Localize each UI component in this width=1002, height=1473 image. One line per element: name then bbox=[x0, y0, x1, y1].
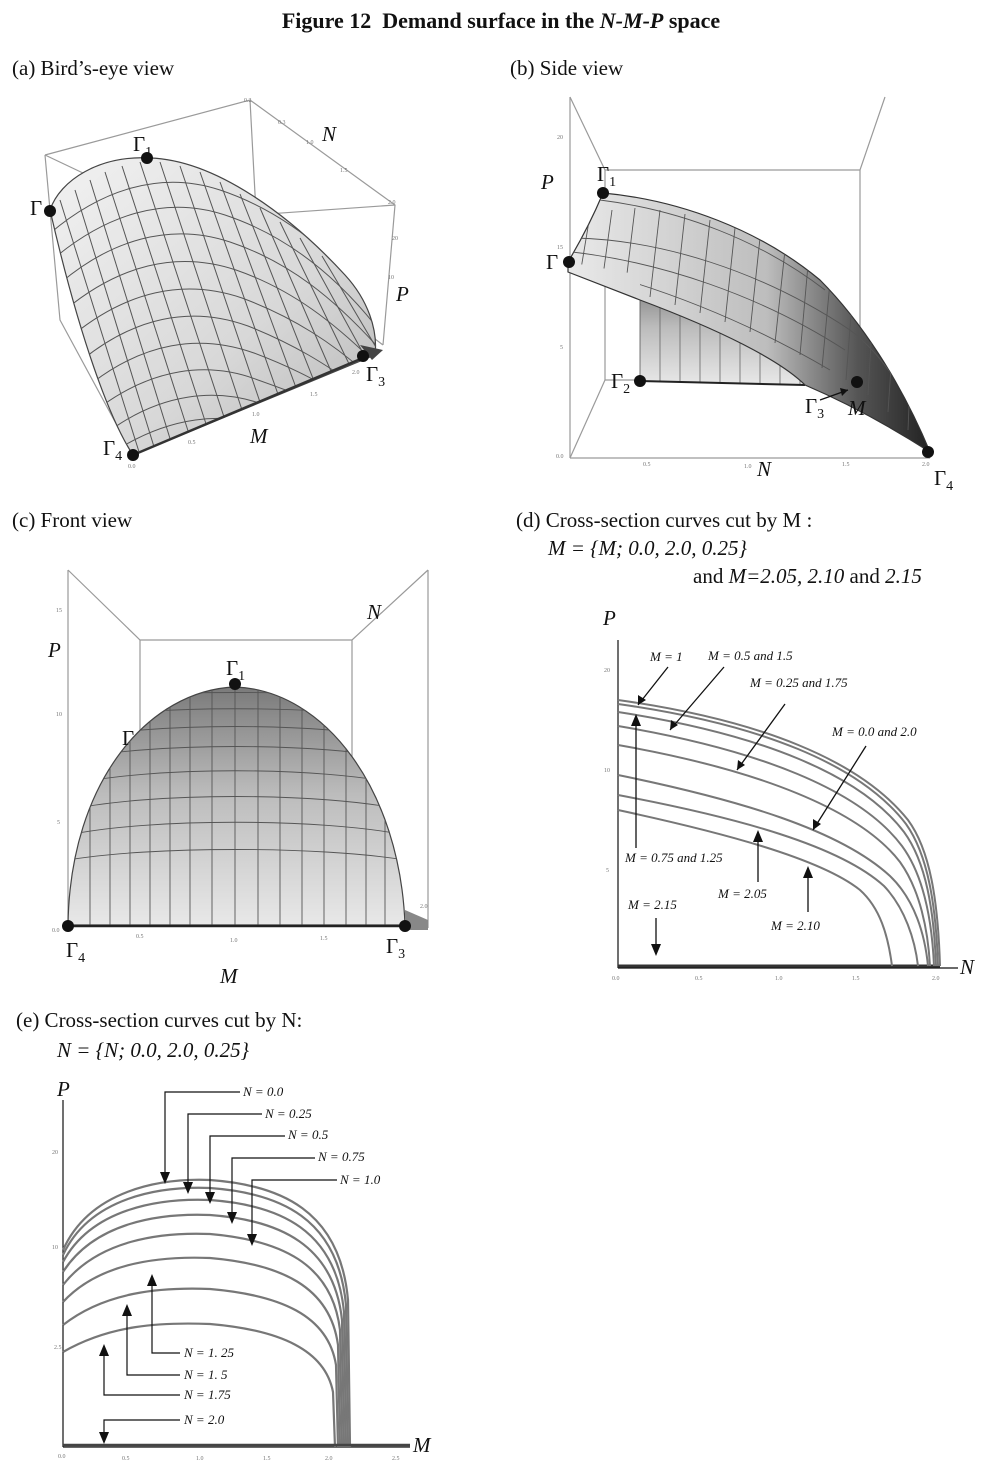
panel-d-ann-m210: M = 2.10 bbox=[771, 918, 820, 933]
panel-b-tick: 20 bbox=[557, 135, 563, 141]
panel-a-tick: 1.5 bbox=[310, 392, 318, 398]
panel-e-tick: 2.0 bbox=[325, 1456, 333, 1462]
panel-a-tick: 1.0 bbox=[252, 412, 260, 418]
panel-a-tick: 0.3 bbox=[278, 120, 286, 126]
panel-d-tick: 5 bbox=[606, 868, 609, 874]
panel-e-tick: 2.5 bbox=[54, 1345, 62, 1351]
panel-b-p-label: P bbox=[541, 170, 554, 194]
panel-d-sub2c: and bbox=[844, 564, 886, 588]
panel-e-ann-n15: N = 1. 5 bbox=[184, 1367, 228, 1382]
panel-d-ann-m075: M = 0.75 and 1.25 bbox=[625, 850, 723, 865]
panel-d-tick: 10 bbox=[604, 768, 610, 774]
panel-e-ann-n10: N = 1.0 bbox=[340, 1172, 381, 1187]
panel-c-p-label: P bbox=[48, 638, 61, 662]
panel-e-tick: 1.5 bbox=[263, 1456, 271, 1462]
panel-a-gamma3: $\Gamma_3$ bbox=[366, 362, 386, 391]
panel-a-tick: 0.0 bbox=[128, 464, 136, 470]
panel-a-gamma1: $\Gamma_1$ bbox=[133, 132, 153, 161]
panel-d-tick: 2.0 bbox=[932, 976, 940, 982]
figure-title-italic: N-M-P bbox=[599, 8, 664, 33]
panel-e-tick: 2.5 bbox=[392, 1456, 400, 1462]
panel-b-tick: 0.5 bbox=[643, 462, 651, 468]
panel-a-tick: 1.5 bbox=[340, 168, 348, 174]
panel-d-ann-m05: M = 0.5 and 1.5 bbox=[708, 648, 793, 663]
panel-a-tick: 0.5 bbox=[188, 440, 196, 446]
panel-d-tick: 0.5 bbox=[695, 976, 703, 982]
panel-e-ann-n075: N = 0.75 bbox=[318, 1149, 365, 1164]
panel-a-p-label: P bbox=[396, 282, 409, 306]
panel-a-gamma4: $\Gamma_4$ bbox=[103, 436, 123, 465]
panel-c-gamma: Γ bbox=[122, 726, 135, 750]
figure-title-end: space bbox=[663, 8, 721, 33]
panel-c-tick: 5 bbox=[57, 820, 60, 826]
panel-a-tick: 2.0 bbox=[388, 200, 396, 206]
panel-e-caption: (e) Cross-section curves cut by N: bbox=[16, 1008, 303, 1032]
panel-e-ann-n05: N = 0.5 bbox=[288, 1127, 329, 1142]
panel-e-tick: 0.5 bbox=[122, 1456, 130, 1462]
panel-d-ann-m1: M = 1 bbox=[650, 649, 683, 664]
panel-c-gamma1: $\Gamma_1$ bbox=[226, 656, 246, 685]
panel-b-tick: 15 bbox=[557, 245, 563, 251]
panel-b-gamma4: $\Gamma_4$ bbox=[934, 466, 954, 495]
panel-b-gamma1: $\Gamma_1$ bbox=[597, 162, 617, 191]
panel-e-tick: 20 bbox=[52, 1150, 58, 1156]
panel-c-tick: 1.0 bbox=[230, 938, 238, 944]
panel-d-sub2a: and bbox=[693, 564, 729, 588]
figure-title-main: Demand surface in the bbox=[382, 8, 600, 33]
panel-d-tick: 0.0 bbox=[612, 976, 620, 982]
panel-a-tick: 2.0 bbox=[352, 370, 360, 376]
panel-d-p-axis-label: P bbox=[603, 606, 616, 630]
panel-c-tick: 2.0 bbox=[420, 904, 428, 910]
panel-a-tick: 1.0 bbox=[306, 140, 314, 146]
panel-d-tick: 1.0 bbox=[775, 976, 783, 982]
panel-a-tick: 0.2 bbox=[244, 98, 252, 104]
panel-a-n-label: N bbox=[322, 122, 337, 146]
panel-b-n-label: N bbox=[757, 457, 772, 481]
panel-d-ann-m025: M = 0.25 and 1.75 bbox=[750, 675, 848, 690]
panel-c-tick: 0.0 bbox=[52, 928, 60, 934]
panel-d-caption-text: (d) Cross-section curves cut by M : bbox=[516, 508, 813, 532]
panel-c-tick: 1.5 bbox=[320, 936, 328, 942]
panel-e-ann-n00: N = 0.0 bbox=[243, 1084, 284, 1099]
panel-b-m-label: M bbox=[848, 396, 866, 420]
panel-e-ann-n175: N = 1.75 bbox=[184, 1387, 231, 1402]
panel-b-gamma3: $\Gamma_3$ bbox=[805, 394, 825, 423]
panel-c-m-label: M bbox=[220, 964, 238, 988]
panel-b-gamma2: $\Gamma_2$ bbox=[611, 369, 631, 398]
panel-d-tick: 20 bbox=[604, 668, 610, 674]
figure-label: Figure 12 bbox=[281, 8, 372, 33]
panel-a-tick: 10 bbox=[388, 275, 394, 281]
panel-c-n-label: N bbox=[367, 600, 382, 624]
panel-a-tick: 20 bbox=[392, 236, 398, 242]
panel-b-tick: 1.0 bbox=[744, 464, 752, 470]
panel-b-gamma: Γ bbox=[546, 250, 559, 274]
panel-e-ann-n025: N = 0.25 bbox=[265, 1106, 312, 1121]
panel-d-ann-m00: M = 0.0 and 2.0 bbox=[832, 724, 917, 739]
panel-d-sub2d: 2.15 bbox=[885, 564, 922, 588]
panel-c-tick: 0.5 bbox=[136, 934, 144, 940]
panel-e-ann-n125: N = 1. 25 bbox=[184, 1345, 234, 1360]
panel-d-subcaption-2 bbox=[693, 564, 922, 589]
panel-e-tick: 1.0 bbox=[196, 1456, 204, 1462]
panel-a-gamma: Γ bbox=[30, 196, 43, 220]
panel-b-tick: 2.0 bbox=[922, 462, 930, 468]
panel-c-tick: 15 bbox=[56, 608, 62, 614]
panel-e-p-axis-label: P bbox=[57, 1077, 70, 1101]
panel-e-tick: 10 bbox=[52, 1245, 58, 1251]
panel-b-tick: 5 bbox=[560, 345, 563, 351]
panel-d-n-axis-label: N bbox=[960, 955, 975, 979]
panel-c-gamma4: $\Gamma_4$ bbox=[66, 938, 86, 967]
panel-d-subcaption-1: M = {M; 0.0, 2.0, 0.25} bbox=[548, 536, 747, 560]
panel-e-subcaption: N = {N; 0.0, 2.0, 0.25} bbox=[57, 1038, 249, 1062]
panel-c-gamma3: $\Gamma_3$ bbox=[386, 934, 406, 963]
panel-d-ann-m215: M = 2.15 bbox=[628, 897, 677, 912]
panel-e-tick: 0.0 bbox=[58, 1454, 66, 1460]
panel-a-caption: (a) Bird’s-eye view bbox=[12, 56, 175, 80]
panel-a-m-label: M bbox=[250, 424, 268, 448]
panel-e-curves bbox=[63, 1180, 350, 1447]
panel-c-tick: 10 bbox=[56, 712, 62, 718]
panel-b-caption: (b) Side view bbox=[510, 56, 624, 80]
panel-b-tick: 0.0 bbox=[556, 454, 564, 460]
panel-e-m-axis-label: M bbox=[413, 1433, 431, 1457]
panel-d-ann-m205: M = 2.05 bbox=[718, 886, 767, 901]
panel-d-tick: 1.5 bbox=[852, 976, 860, 982]
panel-d-caption bbox=[516, 508, 812, 533]
panel-d-sub2b: M=2.05, 2.10 bbox=[728, 564, 845, 588]
panel-e-ann-n20: N = 2.0 bbox=[184, 1412, 225, 1427]
panel-c-caption: (c) Front view bbox=[12, 508, 133, 532]
panel-b-tick: 1.5 bbox=[842, 462, 850, 468]
